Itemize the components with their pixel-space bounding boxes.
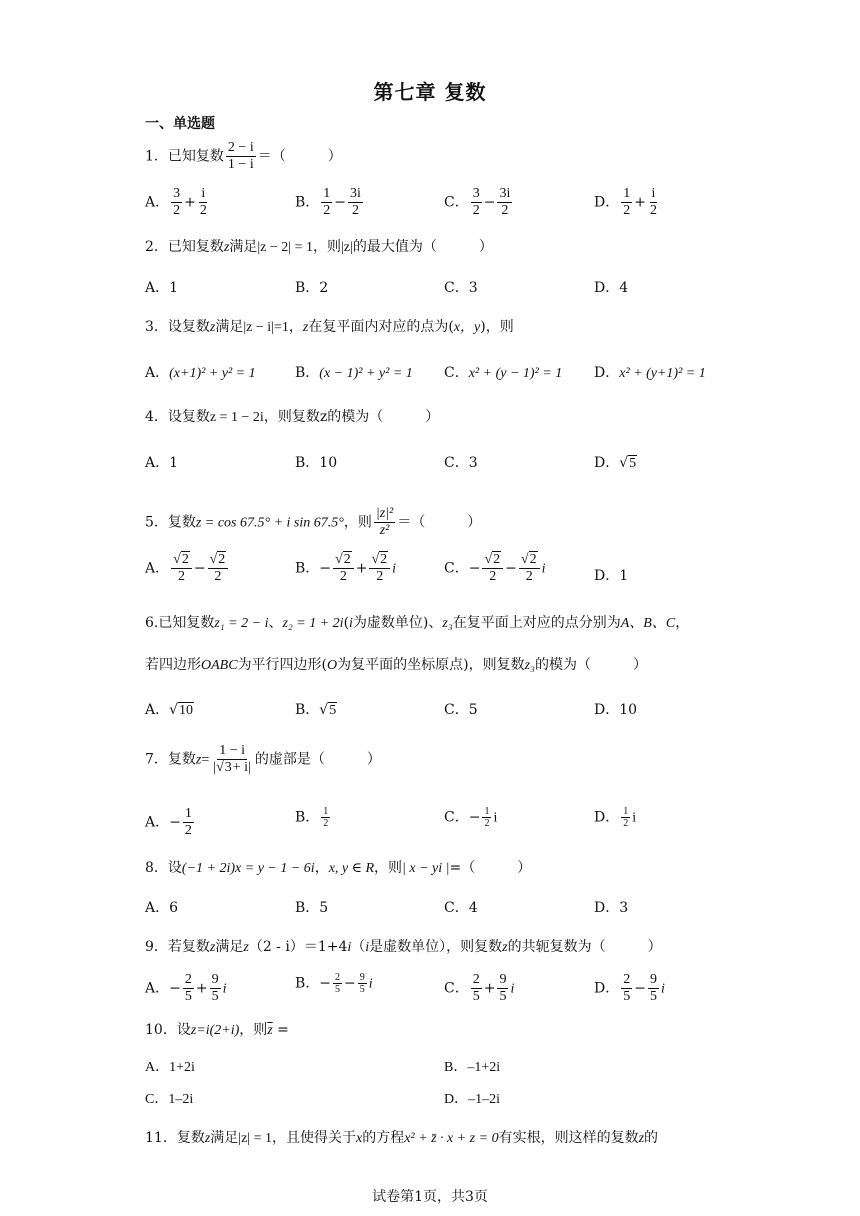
q2-option-d[interactable]: D．4: [594, 280, 629, 296]
q2-option-c[interactable]: C．3: [444, 280, 478, 296]
question-8: 8．设(−1 + 2i)x = y − 1 − 6i，x, y ∈ R，则| x − yi |=（ ）: [145, 860, 532, 876]
question-9: 9．若复数z满足z（2 - i）＝1+4i（i是虚数单位），则复数z的共轭复数为（ ）: [145, 939, 662, 955]
q3-option-c[interactable]: C．x² + (y − 1)² = 1: [444, 365, 563, 381]
question-11: 11．复数z满足|z| = 1，且使得关于x的方程x² + z̄ · x + z = 0有实根，则这样的复数z的: [145, 1130, 659, 1146]
q7-option-c[interactable]: C．− $\frac{1}{2}$ i: [444, 806, 498, 829]
q9-option-c[interactable]: C． $\frac{2}{5}$ + $\frac{9}{5}$ i: [444, 972, 515, 1004]
q2-option-b[interactable]: B．2: [295, 280, 329, 296]
q5-option-b[interactable]: B．− $\frac{√2}{2}$ + $\frac{√2}{2}$ i: [295, 552, 397, 584]
q8-option-b[interactable]: B．5: [295, 900, 329, 916]
page-title: 第七章 复数: [373, 80, 487, 104]
q6-option-a[interactable]: A．√10: [145, 702, 194, 718]
question-3: 3．设复数z满足|z − i|=1，z在复平面内对应的点为(x，y)，则: [145, 319, 514, 335]
q5-option-c[interactable]: C．− $\frac{√2}{2}$ − $\frac{√2}{2}$ i: [444, 552, 546, 584]
question-4: 4．设复数z = 1 − 2i，则复数z的模为（ ）: [145, 409, 440, 425]
q7-option-a[interactable]: A．− $\frac{1}{2}$: [145, 806, 192, 838]
q1-option-c[interactable]: C． $\frac{3}{2}$ − $\frac{3i}{2}$: [444, 186, 511, 218]
question-7: 7．复数z= $\frac{1 - i}{|√3+ i|}$ 的虚部是（ ）: [145, 743, 381, 775]
q10-option-d[interactable]: D．–1–2i: [444, 1092, 500, 1107]
q4-option-b[interactable]: B．10: [295, 455, 338, 471]
q8-option-a[interactable]: A．6: [145, 900, 179, 916]
section-heading: 一、单选题: [145, 116, 215, 132]
q1-option-a[interactable]: A． $\frac{3}{2}$ + $\frac{i}{2}$: [145, 186, 207, 218]
q5-option-a[interactable]: A． $\frac{√2}{2}$ − $\frac{√2}{2}$: [145, 552, 230, 585]
q3-option-d[interactable]: D．x² + (y+1)² = 1: [594, 365, 706, 381]
q9-option-b[interactable]: B．− $\frac{2}{5}$ − $\frac{9}{5}$ i: [295, 972, 373, 995]
q10-option-a[interactable]: A．1+2i: [145, 1060, 195, 1075]
q2-option-a[interactable]: A．1: [145, 280, 179, 296]
q5-option-d[interactable]: D．1: [594, 568, 629, 584]
q7-option-d[interactable]: D． $\frac{1}{2}$ i: [594, 806, 637, 829]
question-6-line-2: 若四边形OABC为平行四边形(O为复平面的坐标原点)，则复数z₃的模为（ ）: [145, 657, 647, 673]
q9-option-a[interactable]: A．− $\frac{2}{5}$ + $\frac{9}{5}$ i: [145, 972, 227, 1004]
q10-option-b[interactable]: B．–1+2i: [444, 1060, 501, 1075]
fraction: $\frac{2 - i}{1 - i}$: [227, 140, 254, 172]
question-2: 2．已知复数z满足|z − 2| = 1，则|z|的最大值为（ ）: [145, 239, 493, 255]
q3-option-a[interactable]: A．(x+1)² + y² = 1: [145, 365, 256, 381]
question-6-line-1: 6.已知复数z₁ = 2 − i、z₂ = 1 + 2i(i为虚数单位)、z₃在复平面上对应的点分别为A、B、C，: [145, 615, 690, 631]
q6-option-b[interactable]: B．√5: [295, 702, 337, 718]
q9-option-d[interactable]: D． $\frac{2}{5}$ − $\frac{9}{5}$ i: [594, 972, 665, 1004]
q4-option-d[interactable]: D．√5: [594, 455, 637, 471]
question-5: 5．复数z = cos 67.5° + i sin 67.5°，则 $\frac{\text{|z|²}}{\text{z²}}$ ＝（ ）: [145, 506, 482, 538]
q4-option-c[interactable]: C．3: [444, 455, 478, 471]
page-footer: 试卷第1页，共3页: [372, 1189, 488, 1205]
q6-option-d[interactable]: D．10: [594, 702, 638, 718]
q10-option-c[interactable]: C．1–2i: [145, 1092, 194, 1107]
q7-option-b[interactable]: B． $\frac{1}{2}$: [295, 806, 329, 829]
q4-option-a[interactable]: A．1: [145, 455, 179, 471]
q1-option-b[interactable]: B． $\frac{1}{2}$ − $\frac{3i}{2}$: [295, 186, 361, 218]
question-1: 1．已知复数 $\frac{2 - i}{1 - i}$ ＝（ ）: [145, 140, 342, 172]
question-10: 10．设z=i(2+i)，则$\overline{z}$ =: [145, 1022, 289, 1038]
q1-option-d[interactable]: D． $\frac{1}{2}$ + $\frac{i}{2}$: [594, 186, 657, 218]
q3-option-b[interactable]: B．(x − 1)² + y² = 1: [295, 365, 413, 381]
q8-option-d[interactable]: D．3: [594, 900, 629, 916]
q8-option-c[interactable]: C．4: [444, 900, 478, 916]
q6-option-c[interactable]: C．5: [444, 702, 478, 718]
